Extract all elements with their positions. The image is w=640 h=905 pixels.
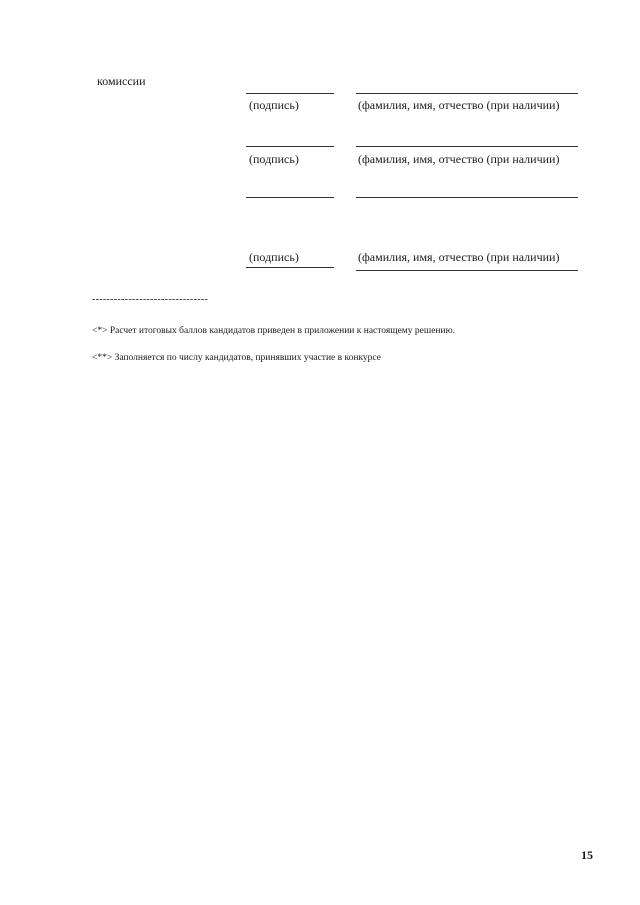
signature-line-1 [246,93,334,94]
signature-underline-3 [246,267,334,268]
signature-line-2 [246,146,334,147]
name-line-3 [356,197,578,198]
page-number: 15 [581,848,593,862]
footnote-separator: -------------------------------- [92,294,209,305]
name-caption-2: (фамилия, имя, отчество (при наличии) [358,152,560,166]
signature-line-3 [246,197,334,198]
name-caption-3: (фамилия, имя, отчество (при наличии) [358,250,560,264]
footnote-1: <*> Расчет итоговых баллов кандидатов приведен в приложении к настоящему решению. [92,326,456,336]
name-underline-3 [356,270,578,271]
name-caption-1: (фамилия, имя, отчество (при наличии) [358,98,560,112]
commission-label: комиссии [97,74,146,88]
footnote-2: <**> Заполняется по числу кандидатов, принявших участие в конкурсе [92,353,381,363]
name-line-2 [356,146,578,147]
signature-caption-3: (подпись) [249,250,299,264]
name-line-1 [356,93,578,94]
signature-caption-1: (подпись) [249,98,299,112]
signature-caption-2: (подпись) [249,152,299,166]
